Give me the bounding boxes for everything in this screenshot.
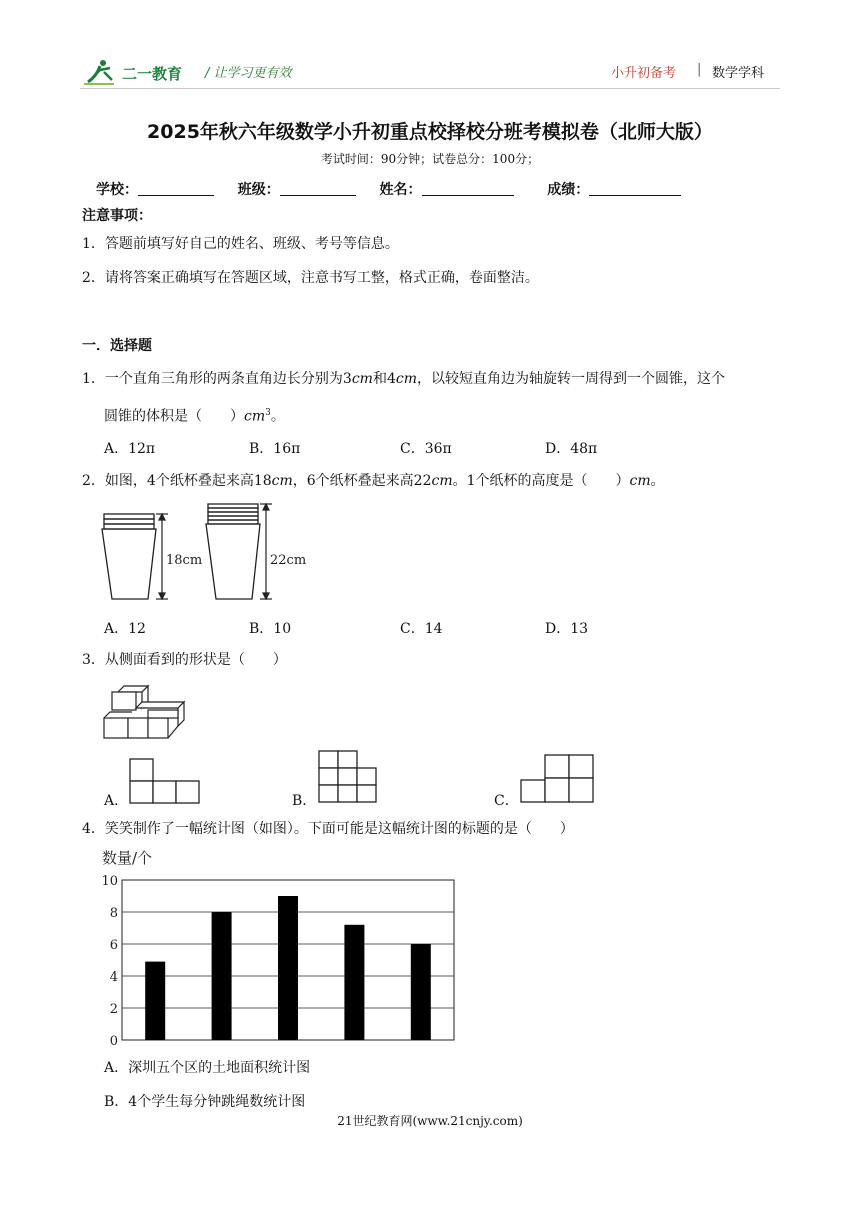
runner-logo-icon [84,58,120,86]
height-label-22: 22cm [270,553,307,568]
notice-item: 2．请将答案正确填写在答题区域，注意书写工整，格式正确，卷面整洁。 [82,270,539,286]
option-a[interactable]: A．12 [104,621,146,637]
option-d[interactable]: D．48π [545,441,598,457]
logo [84,58,194,86]
option-c[interactable]: C．36π [400,441,452,457]
option-b[interactable]: B．10 [249,621,292,637]
option-c[interactable]: C． [494,793,519,809]
option-a[interactable]: A．深圳五个区的土地面积统计图 [104,1060,311,1076]
header-separator: | [697,62,702,77]
score-blank[interactable] [589,182,681,196]
y-tick-label: 2 [109,1002,118,1017]
student-info-fields [96,179,681,199]
question-1-line-1: 1．一个直角三角形的两条直角边长分别为3cm和4cm，以较短直角边为轴旋转一周得到一个圆锥，这个 [82,371,725,387]
y-tick-label: 8 [109,906,118,921]
option-d[interactable]: D．13 [545,621,589,637]
page-title: 2025年秋六年级数学小升初重点校择校分班考模拟卷（北师大版） [147,121,713,143]
exam-info: 考试时间：90分钟；试卷总分：100分； [320,152,540,166]
bar [212,912,232,1040]
question-4-text: 4．笑笑制作了一幅统计图（如图）。下面可能是这幅统计图的标题的是（ ） [82,821,574,837]
class-label: 班级： [237,182,280,198]
logo-text: 二一教育 [122,65,183,83]
cup-stack-6 [206,504,260,599]
option-a[interactable]: A． [104,793,129,809]
option-b[interactable]: B． [292,793,317,809]
cup-stack-4 [102,514,156,599]
option-a-figure[interactable] [129,758,201,804]
notice-heading: 注意事项： [82,208,152,224]
page-footer: 21世纪教育网(www.21cnjy.com) [337,1114,523,1128]
school-label: 学校： [96,182,138,198]
y-tick-label: 0 [109,1034,118,1049]
y-tick-label: 4 [109,970,118,985]
notice-item: 1．答题前填写好自己的姓名、班级、考号等信息。 [82,236,399,252]
height-arrow-22 [260,504,272,599]
slogan: / 让学习更有效 [205,66,292,81]
bar [411,944,431,1040]
name-label: 姓名： [379,182,422,198]
option-b-figure[interactable] [318,750,378,804]
name-blank[interactable] [422,182,514,196]
question-2-text: 2．如图，4个纸杯叠起来高18cm，6个纸杯叠起来高22cm。1个纸杯的高度是（ ）cm。 [82,473,665,489]
bar [344,925,364,1040]
option-a[interactable]: A．12π [104,441,156,457]
y-tick-label: 10 [101,874,118,889]
bar [278,896,298,1040]
header-subject: 数学学科 [712,66,765,81]
height-label-18: 18cm [166,553,203,568]
paper-cup-figure [100,502,320,602]
class-blank[interactable] [280,182,356,196]
bar [145,962,165,1040]
question-3-text: 3．从侧面看到的形状是（ ） [82,652,287,668]
header-divider [80,88,780,89]
y-axis-label: 数量/个 [102,849,153,867]
school-blank[interactable] [138,182,214,196]
section-heading: 一．选择题 [82,338,152,354]
question-1-line-2: 圆锥的体积是（ ）$cm^3$。 [104,408,285,425]
y-tick-label: 6 [109,938,118,953]
cube-stack-figure [102,684,192,742]
score-label: 成绩： [547,182,590,198]
option-c[interactable]: C．14 [400,621,443,637]
option-b[interactable]: B．16π [249,441,301,457]
option-c-figure[interactable] [520,754,602,804]
bar-chart [96,846,476,1049]
header-category: 小升初备考 [611,66,677,81]
option-b[interactable]: B．4个学生每分钟跳绳数统计图 [104,1094,306,1110]
